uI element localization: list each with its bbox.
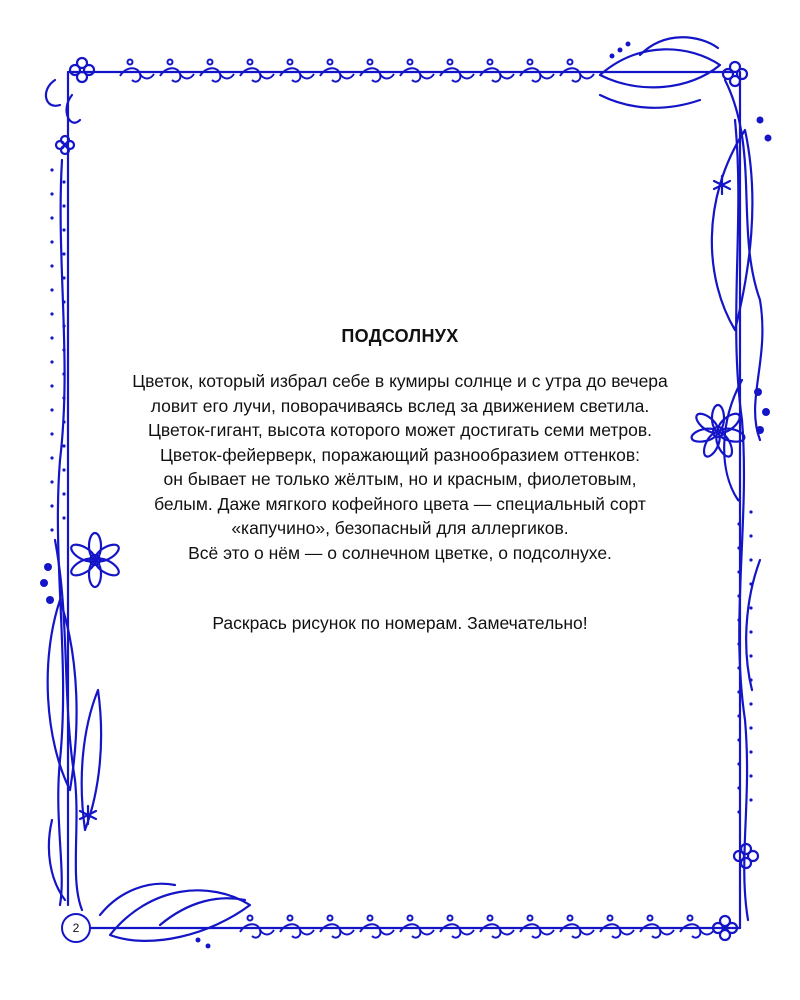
swirl-ornament: [280, 924, 314, 937]
paragraph-line: Всё это о нём — о солнечном цветке, о подсолнухе.: [188, 542, 612, 563]
vine-dot: [749, 510, 752, 513]
swirl-dot: [408, 60, 413, 65]
vine-dot: [62, 324, 65, 327]
swirl-dot: [528, 916, 533, 921]
description-paragraph: [110, 369, 690, 565]
vine-dot: [749, 558, 752, 561]
vine-dot: [737, 666, 740, 669]
swirl-dot: [568, 60, 573, 65]
vine-dot: [50, 504, 53, 507]
vine-dot: [749, 606, 752, 609]
flower-left-small: [56, 136, 74, 154]
vine-dot: [737, 738, 740, 741]
vine-dot: [62, 516, 65, 519]
swirl-dot: [448, 916, 453, 921]
vine-dot: [50, 408, 53, 411]
swirl-ornament: [320, 68, 354, 81]
vine-dot: [50, 264, 53, 267]
vine-dot: [62, 300, 65, 303]
swirl-ornament: [680, 924, 714, 937]
vine-dot: [50, 480, 53, 483]
swirl-dot: [288, 60, 293, 65]
vine-dot: [737, 714, 740, 717]
swirl-ornament: [360, 924, 394, 937]
vine-dot: [737, 642, 740, 645]
vine-dot: [737, 498, 740, 501]
vine-dot: [62, 204, 65, 207]
vine-dot: [50, 384, 53, 387]
vine-dot: [62, 180, 65, 183]
swirl-dot: [168, 60, 173, 65]
swirl-dot: [248, 60, 253, 65]
swirl-ornament: [600, 924, 634, 937]
swirl-ornament: [480, 924, 514, 937]
swirl-dot: [648, 916, 653, 921]
paragraph-line: ловит его лучи, поворачиваясь вслед за движением светила.: [150, 395, 650, 416]
coloring-instruction: Раскрась рисунок по номерам. Замечательно!: [212, 613, 588, 633]
swirl-ornament: [400, 68, 434, 81]
leaf-top-right-2: [600, 95, 700, 108]
swirl-ornament: [440, 924, 474, 937]
vine-dot: [50, 192, 53, 195]
vine-dot: [749, 630, 752, 633]
vine-dot: [62, 228, 65, 231]
vine-dot: [737, 594, 740, 597]
vine-dot: [737, 618, 740, 621]
flower-top-left: [70, 58, 94, 82]
swirl-dot: [568, 916, 573, 921]
vine-dot: [50, 216, 53, 219]
vine-dot: [62, 348, 65, 351]
vine-dot: [50, 432, 53, 435]
vine-dot: [737, 522, 740, 525]
leaf-top-right-3: [640, 37, 718, 55]
swirl-dot: [488, 60, 493, 65]
vine-dot: [50, 528, 53, 531]
swirl-dot: [688, 916, 693, 921]
swirl-ornament: [120, 68, 154, 81]
page-number: 2: [61, 913, 91, 943]
flower-bottom-right: [734, 844, 758, 868]
vine-dot: [737, 546, 740, 549]
vine-dot: [62, 444, 65, 447]
leaf-right-3: [746, 560, 760, 690]
swirl-dot: [328, 60, 333, 65]
paragraph-line: Цветок, который избрал себе в кумиры солнце и с утра до вечера: [132, 371, 668, 391]
swirl-dot: [608, 916, 613, 921]
swirl-ornament: [200, 68, 234, 81]
vine-dot: [737, 810, 740, 813]
vine-dot: [737, 786, 740, 789]
flower-right-star: [714, 176, 730, 194]
swirl-dot: [448, 60, 453, 65]
vine-dot: [749, 702, 752, 705]
vine-dot: [737, 690, 740, 693]
paragraph-line: «капучино», безопасный для аллергиков.: [231, 518, 569, 538]
vine-dot: [62, 420, 65, 423]
vine-dot: [749, 726, 752, 729]
vine-dot: [62, 372, 65, 375]
swirl-dot: [528, 60, 533, 65]
swirl-dot: [368, 60, 373, 65]
swirl-dot: [248, 916, 253, 921]
leaf-bottom-left-2: [160, 898, 245, 925]
vine-dot: [50, 360, 53, 363]
paragraph-line: Цветок-фейерверк, поражающий разнообразием оттенков:: [159, 444, 641, 465]
swirl-ornament: [480, 68, 514, 81]
swirl-ornament: [440, 68, 474, 81]
swirl-dot: [328, 916, 333, 921]
swirl-dot: [208, 60, 213, 65]
swirl-dot: [368, 916, 373, 921]
swirl-ornament: [640, 924, 674, 937]
swirl-ornament: [560, 68, 594, 81]
swirl-ornament: [280, 68, 314, 81]
vine-dot: [749, 798, 752, 801]
right-vine: [735, 120, 748, 920]
vine-dot: [749, 678, 752, 681]
vine-dot: [749, 654, 752, 657]
vine-dot: [50, 168, 53, 171]
text-block: [110, 326, 690, 635]
curl-top-left: [46, 80, 60, 106]
vine-dot: [749, 774, 752, 777]
vine-dot: [749, 582, 752, 585]
flower-right: [690, 405, 745, 459]
paragraph-line: белым. Даже мягкого кофейного цвета — специальный сорт: [154, 493, 646, 514]
swirl-ornament: [360, 68, 394, 81]
swirl-ornament: [560, 924, 594, 937]
vine-dot: [50, 312, 53, 315]
swirl-ornament: [520, 68, 554, 81]
leaf-left-2: [82, 690, 101, 830]
vine-dot: [749, 750, 752, 753]
swirl-dot: [288, 916, 293, 921]
vine-dot: [62, 468, 65, 471]
leaf-right-1: [712, 130, 753, 330]
vine-dot: [62, 396, 65, 399]
top-swirl-border: [120, 60, 594, 82]
vine-dot: [50, 336, 53, 339]
swirl-dot: [488, 916, 493, 921]
vine-dot: [749, 534, 752, 537]
vine-dot: [62, 252, 65, 255]
swirl-dot: [408, 916, 413, 921]
vine-dot: [737, 570, 740, 573]
vine-dot: [50, 288, 53, 291]
swirl-dot: [128, 60, 133, 65]
swirl-ornament: [400, 924, 434, 937]
leaf-top-right-1: [600, 49, 720, 87]
swirl-ornament: [320, 924, 354, 937]
left-vine: [58, 160, 65, 905]
swirl-ornament: [240, 68, 274, 81]
vine-dot: [50, 240, 53, 243]
vine-dot: [62, 276, 65, 279]
swirl-ornament: [520, 924, 554, 937]
bottom-swirl-border: [240, 916, 714, 938]
swirl-ornament: [160, 68, 194, 81]
page-title: ПОДСОЛНУХ: [341, 326, 459, 346]
swirl-ornament: [240, 924, 274, 937]
vine-dot: [737, 762, 740, 765]
vine-dot: [62, 492, 65, 495]
paragraph-line: Цветок-гигант, высота которого может достигать семи метров.: [147, 420, 653, 440]
paragraph-line: он бывает не только жёлтым, но и красным, фиолетовым,: [163, 469, 637, 489]
vine-dot: [50, 456, 53, 459]
